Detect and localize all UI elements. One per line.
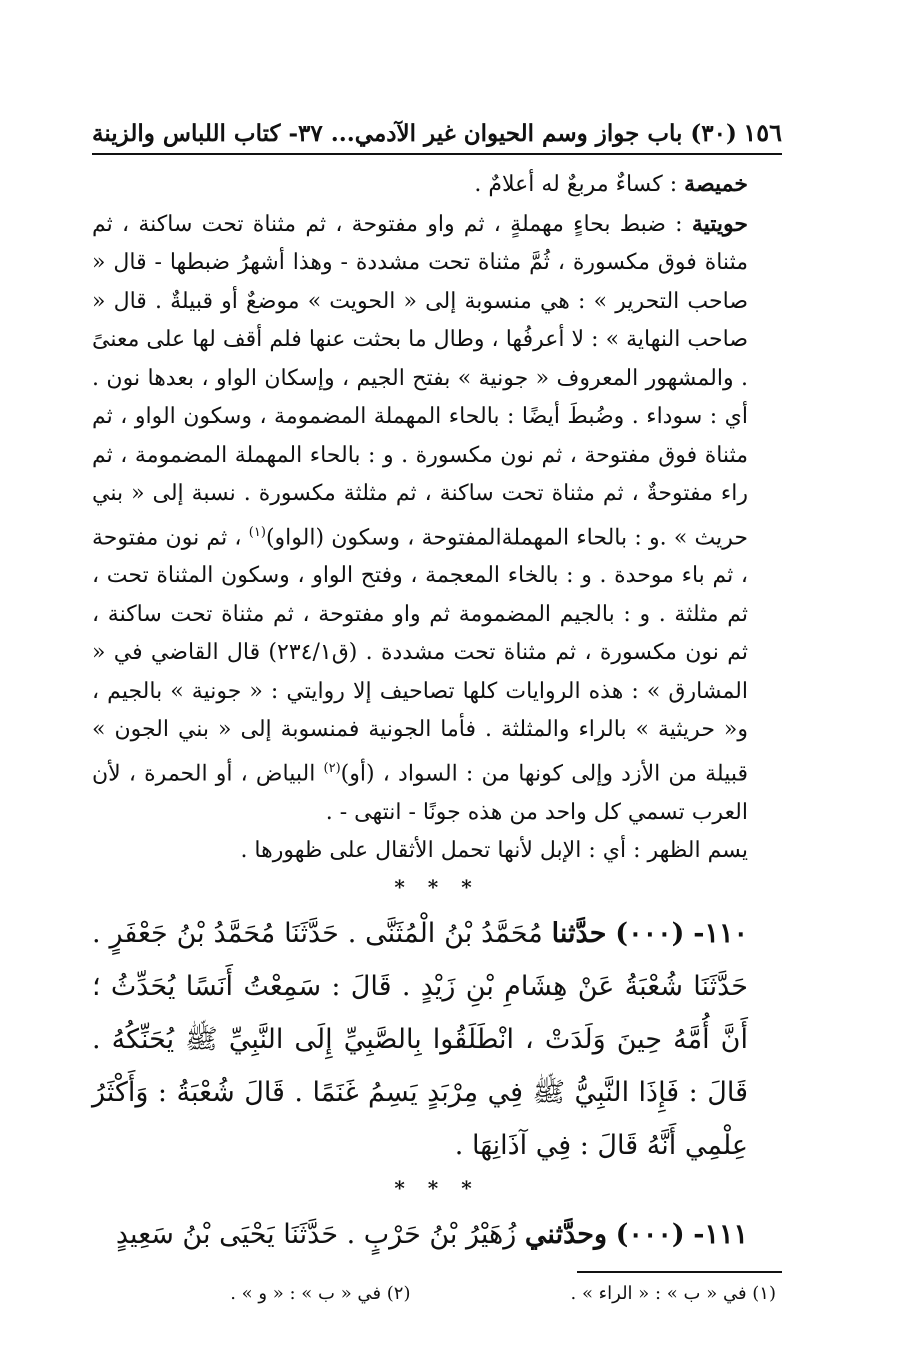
definition-huwaytiya-part1: : ضبط بحاءٍ مهملةٍ ، ثم واو مفتوحة ، ثم مثناة تحت ساكنة ، ثم مثناة فوق مكسورة ، ثُمَّ مثناة تحت مشددة - وهذا أشهرُ ضبطها - قال « صاحب التحرير » : هي منسوبة إلى « الحويت » موضعٌ أو قبيلةٌ . قال « صاحب النهاية » : لا أعرفُها ، وطال ما بحثت عنها فلم أقف لها على معنىً . والمشهور المعروف « جونية » بفتح الجيم ، وإسكان الواو ، بعدها نون . أي : سوداء . وضُبطَ أيضًا : بالحاء المهملة المضمومة ، وسكون الواو ، ثم مثناة فوق مفتوحة ، ثم نون مكسورة . و : بالحاء المهملة المضمومة ، ثم راء مفتوحةٌ ، ثم مثناة تحت ساكنة ، ثم مثلثة مكسورة . نسبة إلى « بني حريث » .و : بالحاء المهملةالمفتوحة ، وسكون (الواو) xyxy=(92,211,749,550)
footnote-ref-1: (١) xyxy=(248,524,266,540)
hadith-111-number: ١١١- xyxy=(693,1218,748,1250)
term-huwaytiya: حويتية xyxy=(691,210,748,237)
footnote-divider xyxy=(577,1271,782,1273)
definition-khamisa: : كساءٌ مربعٌ له أعلامٌ . xyxy=(474,172,678,197)
footnotes xyxy=(92,1283,782,1304)
commentary-yasim xyxy=(92,832,782,871)
commentary xyxy=(92,165,782,871)
hadith-110-number: ١١٠- xyxy=(693,917,748,949)
page xyxy=(92,118,782,1304)
hadith-111 xyxy=(92,1208,782,1261)
commentary-huwaytiya xyxy=(92,205,782,833)
definition-yasim: يسم الظهر : أي : الإبل لأنها تحمل الأثقال على ظهورها . xyxy=(240,838,748,864)
hadith-110-ref: (٠٠٠) xyxy=(615,917,685,949)
section-separator-2: * * * xyxy=(394,1175,480,1200)
footnote-2: (٢) في « ب » : « و » . xyxy=(230,1282,411,1304)
definition-huwaytiya-part2: ، ثم نون مفتوحة ، ثم باء موحدة . و : بالخاء المعجمة ، وفتح الواو ، وسكون المثناة تحت ، ثم مثلثة . و : بالجيم المضمومة ثم واو مفتوحة ، ثم مثناة تحت ساكنة ، ثم نون مكسورة ، ثم مثناة تحت مشددة . (ق٢٣٤/١) قال القاضي في « المشارق » : هذه الروايات كلها تصاحيف إلا روايتي : « جونية » بالجيم ، و« حريثية » بالراء والمثلثة . فأما الجونية فمنسوبة إلى « بني الجون » قبيلة من الأزد وإلى كونها من : السواد ، (أو) xyxy=(92,524,748,787)
hadith-110-lead: حدَّثنا xyxy=(551,917,607,949)
term-khamisa: خميصة xyxy=(684,171,748,197)
definition-huwaytiya-part3: البياض ، أو الحمرة ، لأن العرب تسمي كل واحد من هذه جونًا - انتهى - . xyxy=(92,761,748,825)
hadith-111-ref: (٠٠٠) xyxy=(615,1218,685,1250)
footnote-ref-2: (٢) xyxy=(323,760,341,776)
hadith-111-text: زُهَيْرُ بْنُ حَرْبٍ . حَدَّثَنَا يَحْيَى بْنُ سَعِيدٍ xyxy=(115,1218,517,1250)
page-number: ١٥٦ xyxy=(743,118,782,147)
hadith-110-text: مُحَمَّدُ بْنُ الْمُثَنَّى . حَدَّثَنَا مُحَمَّدُ بْنُ جَعْفَرٍ . حَدَّثَنَا شُعْبَةُ عَنْ هِشَامِ بْنِ زَيْدٍ . قَالَ : سَمِعْتُ أَنَسًا يُحَدِّثُ ؛ أَنَّ أُمَّهُ حِينَ وَلَدَتْ ، انْطَلَقُوا بِالصَّبِيِّ إِلَى النَّبِيِّ ﷺ يُحَنِّكُهُ . قَالَ : فَإِذَا النَّبِيُّ ﷺ فِي مِرْبَدٍ يَسِمُ غَنَمًا . قَالَ شُعْبَةُ : وَأَكْثَرُ عِلْمِي أَنَّهُ قَالَ : فِي آذَانِهَا . xyxy=(92,917,748,1161)
hadith-110 xyxy=(92,907,782,1172)
section-separator: * * * xyxy=(394,874,480,899)
footnote-1: (١) في « ب » : « الراء » . xyxy=(570,1282,776,1304)
commentary-khamisa xyxy=(92,165,782,205)
hadith-111-lead: وحدَّثني xyxy=(524,1218,607,1250)
chapter-title: (٣٠) باب جواز وسم الحيوان غير الآدمي... ٣٧- كتاب اللباس والزينة xyxy=(92,120,737,147)
running-head xyxy=(92,118,782,155)
